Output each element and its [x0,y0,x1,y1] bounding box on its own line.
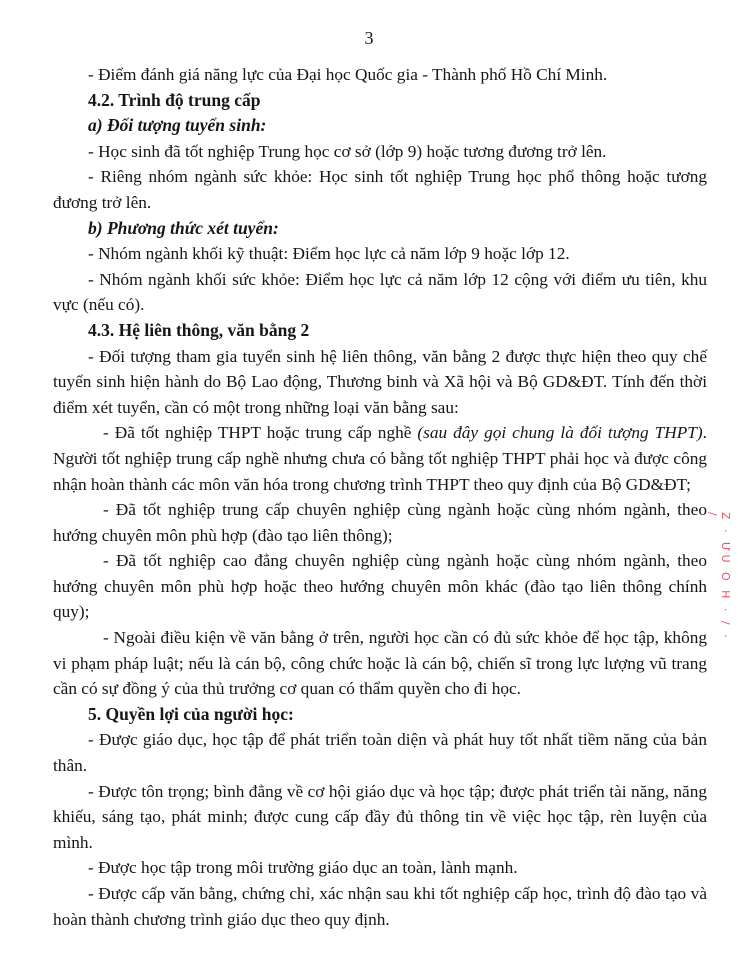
paragraph-4-3-item-4: - Ngoài điều kiện về văn bằng ở trên, người học cần có đủ sức khỏe để học tập, không vi phạm pháp luật; nếu là cán bộ, công chức hoặc là cán bộ, chiến sĩ trong lực lượng vũ trang cần có sự đồng ý của thủ trưởng cơ quan có thẩm quyền cho đi học. [53,628,707,699]
paragraph-a-2: - Riêng nhóm ngành sức khỏe: Học sinh tốt nghiệp Trung học phổ thông hoặc tương đương trở lên. [53,167,707,212]
margin-stamp-mark: Z · ƯU O H · / · / [706,512,732,641]
paragraph-b-2: - Nhóm ngành khối sức khỏe: Điểm học lực cả năm lớp 12 cộng với điểm ưu tiên, khu vực (nếu có). [53,269,707,315]
paragraph-a-1: - Học sinh đã tốt nghiệp Trung học cơ sở (lớp 9) hoặc tương đương trở lên. [88,141,607,161]
subheading-b: b) Phương thức xét tuyển: [88,217,279,238]
paragraph-5-1: - Được giáo dục, học tập để phát triển toàn diện và phát huy tốt nhất tiềm năng của bản thân. [53,730,707,776]
paragraph-s41-tail: - Điểm đánh giá năng lực của Đại học Quốc gia - Thành phố Hồ Chí Minh. [88,65,608,84]
heading-4-2: 4.2. Trình độ trung cấp [88,89,261,110]
paragraph-4-3-item-1 [53,420,707,497]
item1-start: - Đã tốt nghiệp THPT hoặc trung cấp nghề [103,423,418,443]
subheading-a: a) Đối tượng tuyển sinh: [88,115,267,136]
paragraph-4-3-item-3: - Đã tốt nghiệp cao đẳng chuyên nghiệp cùng ngành hoặc cùng nhóm ngành, theo hướng chuyên môn phù hợp hoặc theo hướng chuyên môn khác (đào tạo liên thông chính quy); [53,551,707,622]
heading-5: 5. Quyền lợi của người học: [88,703,294,724]
paragraph-b-1: - Nhóm ngành khối kỹ thuật: Điểm học lực cả năm lớp 9 hoặc lớp 12. [88,244,570,264]
paragraph-5-2: - Được tôn trọng; bình đẳng về cơ hội giáo dục và học tập; được phát triển tài năng, năng khiếu, sáng tạo, phát minh; được cung cấp đầy đủ thông tin về việc học tập, rèn luyện của mình. [53,781,707,852]
paragraph-5-3: - Được học tập trong môi trường giáo dục an toàn, lành mạnh. [88,858,518,878]
paragraph-5-4: - Được cấp văn bằng, chứng chỉ, xác nhận sau khi tốt nghiệp cấp học, trình độ đào tạo và hoàn thành chương trình giáo dục theo quy định. [53,884,707,929]
item1-italic-note: (sau đây gọi chung là đối tượng THPT) [417,423,703,443]
item1-end: . Người tốt nghiệp trung cấp nghề nhưng chưa có bằng tốt nghiệp THPT phải học và được công nhận hoàn thành các môn văn hóa trong chương trình THPT theo quy định của Bộ GD&ĐT; [53,423,707,494]
paragraph-4-3-intro: - Đối tượng tham gia tuyển sinh hệ liên thông, văn bằng 2 được thực hiện theo quy chế tuyển sinh hiện hành do Bộ Lao động, Thương binh và Xã hội và Bộ GD&ĐT. Tính đến thời điểm xét tuyển, cần có một trong những loại văn bằng sau: [53,346,707,417]
paragraph-4-3-item-2: - Đã tốt nghiệp trung cấp chuyên nghiệp cùng ngành hoặc cùng nhóm ngành, theo hướng chuyên môn phù hợp (đào tạo liên thông); [53,500,707,545]
heading-4-3: 4.3. Hệ liên thông, văn bằng 2 [88,319,310,340]
document-body [53,62,707,932]
page-number: 3 [364,28,374,48]
